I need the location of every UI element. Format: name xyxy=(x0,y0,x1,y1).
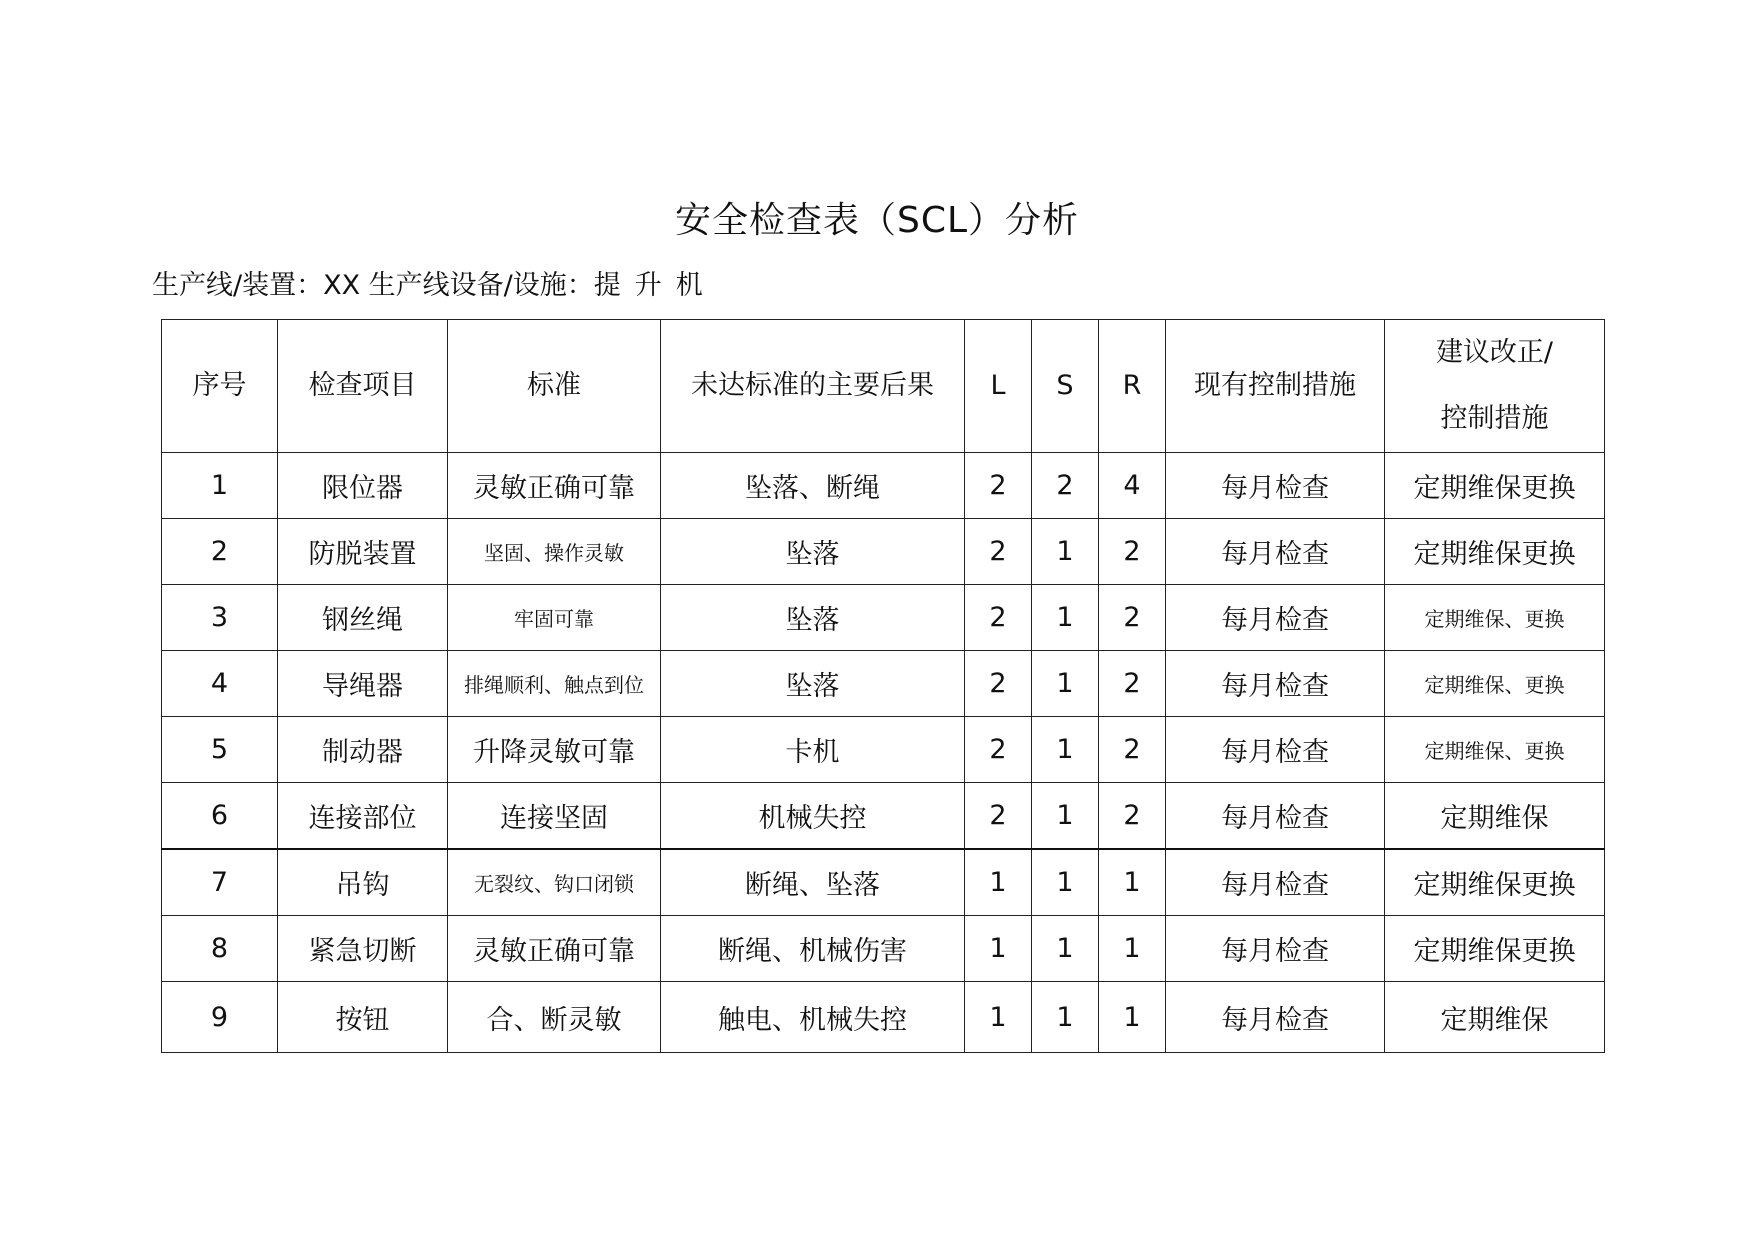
cell-suggested-control: 定期维保更换 xyxy=(1385,916,1605,982)
production-line-label: 生产线/装置：XX 生产线设备/设施： xyxy=(152,270,594,301)
cell-l: 2 xyxy=(965,651,1032,717)
cell-consequence: 机械失控 xyxy=(661,783,965,850)
cell-l: 2 xyxy=(965,519,1032,585)
header-r: R xyxy=(1099,320,1166,453)
header-consequence: 未达标准的主要后果 xyxy=(661,320,965,453)
table-row xyxy=(162,849,1605,916)
cell-r: 1 xyxy=(1099,849,1166,916)
header-no: 序号 xyxy=(162,320,278,453)
cell-current-control: 每月检查 xyxy=(1166,783,1385,850)
cell-no: 2 xyxy=(162,519,278,585)
scl-table xyxy=(161,319,1605,1053)
header-s: S xyxy=(1032,320,1099,453)
cell-item: 制动器 xyxy=(278,717,448,783)
cell-current-control: 每月检查 xyxy=(1166,849,1385,916)
cell-current-control: 每月检查 xyxy=(1166,585,1385,651)
cell-no: 4 xyxy=(162,651,278,717)
cell-s: 1 xyxy=(1032,783,1099,850)
cell-standard: 合、断灵敏 xyxy=(448,982,661,1053)
cell-r: 2 xyxy=(1099,717,1166,783)
cell-no: 7 xyxy=(162,849,278,916)
table-row xyxy=(162,717,1605,783)
cell-no: 6 xyxy=(162,783,278,850)
cell-item: 钢丝绳 xyxy=(278,585,448,651)
cell-current-control: 每月检查 xyxy=(1166,916,1385,982)
cell-standard: 连接坚固 xyxy=(448,783,661,850)
cell-no: 1 xyxy=(162,453,278,519)
cell-item: 导绳器 xyxy=(278,651,448,717)
header-l: L xyxy=(965,320,1032,453)
cell-standard: 灵敏正确可靠 xyxy=(448,453,661,519)
cell-suggested-control: 定期维保更换 xyxy=(1385,849,1605,916)
cell-suggested-control: 定期维保、更换 xyxy=(1385,717,1605,783)
table-row xyxy=(162,585,1605,651)
cell-s: 2 xyxy=(1032,453,1099,519)
cell-s: 1 xyxy=(1032,717,1099,783)
cell-l: 2 xyxy=(965,717,1032,783)
cell-l: 1 xyxy=(965,916,1032,982)
cell-current-control: 每月检查 xyxy=(1166,717,1385,783)
cell-item: 限位器 xyxy=(278,453,448,519)
cell-current-control: 每月检查 xyxy=(1166,453,1385,519)
cell-current-control: 每月检查 xyxy=(1166,982,1385,1053)
cell-l: 1 xyxy=(965,849,1032,916)
cell-standard: 灵敏正确可靠 xyxy=(448,916,661,982)
cell-l: 2 xyxy=(965,585,1032,651)
header-current-control: 现有控制措施 xyxy=(1166,320,1385,453)
header-suggested-control xyxy=(1385,320,1605,453)
header-suggested-line2: 控制措施 xyxy=(1440,403,1549,434)
header-item: 检查项目 xyxy=(278,320,448,453)
cell-r: 2 xyxy=(1099,585,1166,651)
cell-consequence: 触电、机械失控 xyxy=(661,982,965,1053)
cell-consequence: 坠落 xyxy=(661,651,965,717)
document-title: 安全检查表（SCL）分析 xyxy=(674,200,1080,241)
table-row xyxy=(162,783,1605,850)
cell-s: 1 xyxy=(1032,519,1099,585)
cell-s: 1 xyxy=(1032,982,1099,1053)
cell-current-control: 每月检查 xyxy=(1166,519,1385,585)
cell-item: 紧急切断 xyxy=(278,916,448,982)
table-row xyxy=(162,651,1605,717)
cell-item: 吊钩 xyxy=(278,849,448,916)
cell-l: 2 xyxy=(965,453,1032,519)
cell-consequence: 卡机 xyxy=(661,717,965,783)
cell-r: 2 xyxy=(1099,783,1166,850)
cell-suggested-control: 定期维保、更换 xyxy=(1385,651,1605,717)
cell-r: 4 xyxy=(1099,453,1166,519)
cell-consequence: 断绳、机械伤害 xyxy=(661,916,965,982)
equipment-name: 提升机 xyxy=(593,270,717,301)
cell-item: 防脱装置 xyxy=(278,519,448,585)
cell-suggested-control: 定期维保更换 xyxy=(1385,453,1605,519)
table-row xyxy=(162,916,1605,982)
cell-consequence: 坠落、断绳 xyxy=(661,453,965,519)
subtitle-line xyxy=(152,266,717,306)
cell-s: 1 xyxy=(1032,849,1099,916)
cell-consequence: 坠落 xyxy=(661,519,965,585)
cell-s: 1 xyxy=(1032,585,1099,651)
cell-no: 5 xyxy=(162,717,278,783)
cell-l: 2 xyxy=(965,783,1032,850)
cell-suggested-control: 定期维保更换 xyxy=(1385,519,1605,585)
cell-item: 连接部位 xyxy=(278,783,448,850)
cell-consequence: 断绳、坠落 xyxy=(661,849,965,916)
cell-standard: 升降灵敏可靠 xyxy=(448,717,661,783)
cell-current-control: 每月检查 xyxy=(1166,651,1385,717)
cell-suggested-control: 定期维保 xyxy=(1385,982,1605,1053)
cell-standard: 排绳顺利、触点到位 xyxy=(448,651,661,717)
cell-r: 2 xyxy=(1099,519,1166,585)
cell-r: 2 xyxy=(1099,651,1166,717)
cell-consequence: 坠落 xyxy=(661,585,965,651)
cell-l: 1 xyxy=(965,982,1032,1053)
cell-standard: 无裂纹、钩口闭锁 xyxy=(448,849,661,916)
cell-s: 1 xyxy=(1032,651,1099,717)
cell-no: 3 xyxy=(162,585,278,651)
cell-standard: 坚固、操作灵敏 xyxy=(448,519,661,585)
cell-no: 9 xyxy=(162,982,278,1053)
table-row xyxy=(162,453,1605,519)
cell-r: 1 xyxy=(1099,916,1166,982)
cell-item: 按钮 xyxy=(278,982,448,1053)
cell-standard: 牢固可靠 xyxy=(448,585,661,651)
header-standard: 标准 xyxy=(448,320,661,453)
cell-r: 1 xyxy=(1099,982,1166,1053)
cell-no: 8 xyxy=(162,916,278,982)
header-suggested-line1: 建议改正/ xyxy=(1435,337,1554,368)
cell-s: 1 xyxy=(1032,916,1099,982)
cell-suggested-control: 定期维保 xyxy=(1385,783,1605,850)
cell-suggested-control: 定期维保、更换 xyxy=(1385,585,1605,651)
table-header-row xyxy=(162,320,1605,453)
table-row xyxy=(162,519,1605,585)
table-row xyxy=(162,982,1605,1053)
